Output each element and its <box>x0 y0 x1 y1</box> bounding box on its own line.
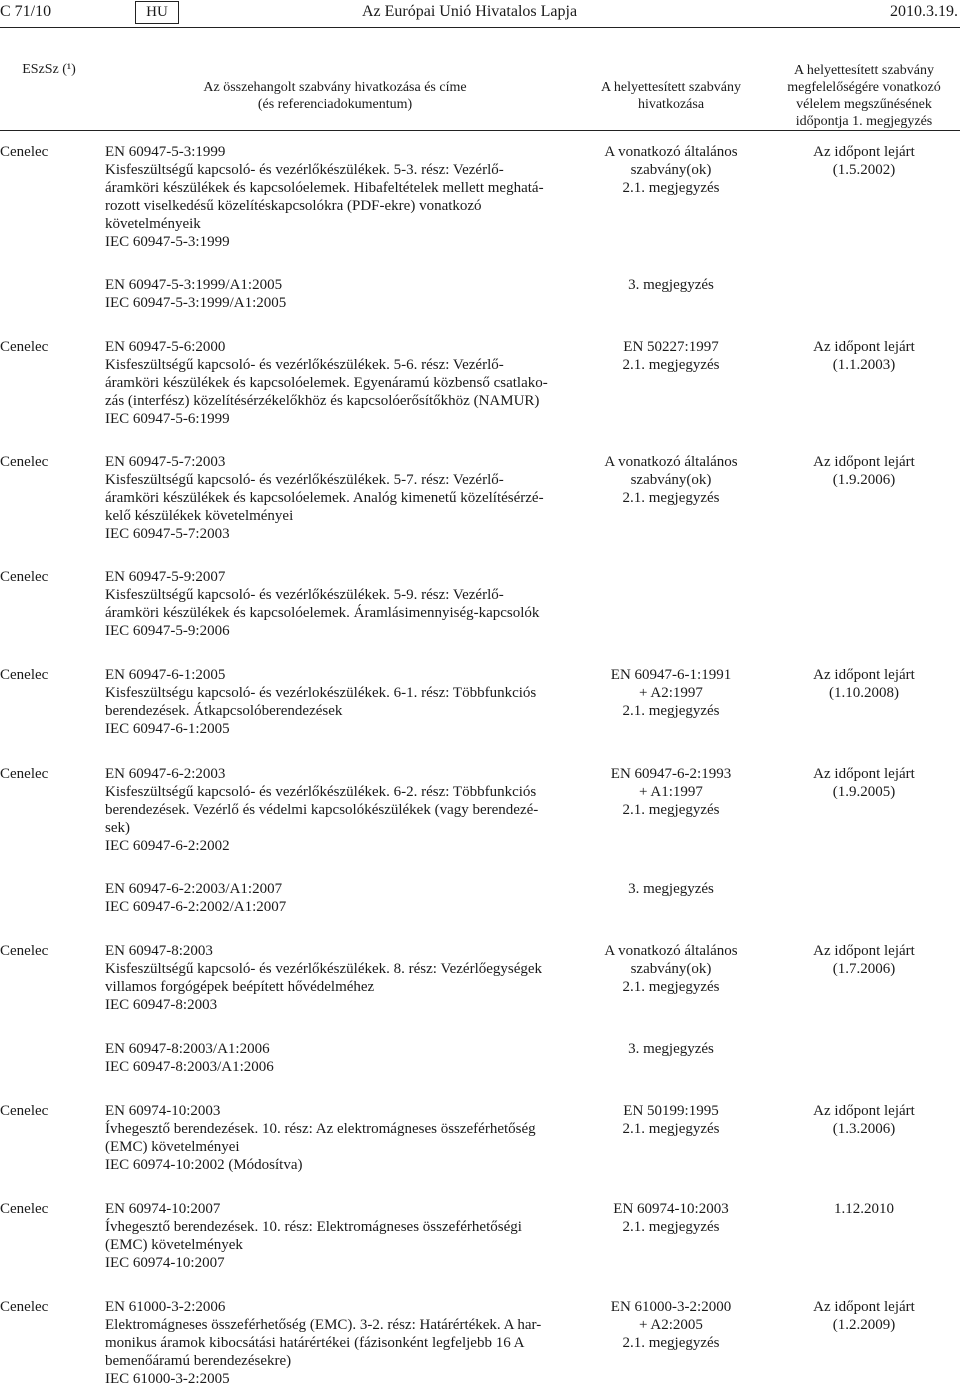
standard-cell-line: EN 60947-6-1:2005 <box>105 667 226 683</box>
standard-cell <box>105 942 555 1014</box>
organisation-cell: Cenelec <box>0 943 49 959</box>
cessation-date-cell <box>770 338 958 374</box>
standard-cell <box>105 765 555 855</box>
cessation-date-cell-line: Az időpont lejárt <box>813 1299 915 1315</box>
standard-cell-line: IEC 60947-5-7:2003 <box>105 526 230 542</box>
table-header-rule <box>0 130 960 131</box>
standard-cell <box>105 453 555 543</box>
cessation-date-cell-line: Az időpont lejárt <box>813 667 915 683</box>
superseded-cell-line: 2.1. megjegyzés <box>622 802 720 818</box>
standard-cell-line: IEC 60947-5-9:2006 <box>105 623 230 639</box>
superseded-cell <box>580 765 762 819</box>
superseded-cell-line: 2.1. megjegyzés <box>622 180 720 196</box>
standard-cell-line: Kisfeszültségű kapcsoló- és vezérlőkészülékek. 6-2. rész: Többfunkciós <box>105 784 537 800</box>
standard-cell-line: áramköri készülékek és kapcsolóelemek. Áramlásimennyiség-kapcsolók <box>105 605 540 621</box>
cessation-date-cell <box>770 1102 958 1138</box>
superseded-cell-line: 2.1. megjegyzés <box>622 979 720 995</box>
journal-header <box>0 0 960 26</box>
standard-cell-line: IEC 60974-10:2002 (Módosítva) <box>105 1157 303 1173</box>
standard-cell-line: IEC 60947-8:2003/A1:2006 <box>105 1059 274 1075</box>
superseded-cell <box>580 453 762 507</box>
journal-title: Az Európai Unió Hivatalos Lapja <box>362 3 578 20</box>
superseded-cell-line: EN 60974-10:2003 <box>613 1201 729 1217</box>
standard-cell-line: EN 60947-5-7:2003 <box>105 454 226 470</box>
standard-cell-line: Kisfeszültségű kapcsoló- és vezérlőkészülékek. 8. rész: Vezérlőegységek <box>105 961 543 977</box>
superseded-cell <box>580 1040 762 1058</box>
column-header-superseded: A helyettesített szabvány hivatkozása <box>601 80 741 112</box>
standard-cell <box>105 338 555 428</box>
standard-cell <box>105 1298 555 1388</box>
organisation-cell: Cenelec <box>0 144 49 160</box>
standard-cell-line: (EMC) követelmények <box>105 1237 243 1253</box>
standard-cell-line: EN 60947-6-2:2003/A1:2007 <box>105 881 283 897</box>
superseded-cell-line: 3. megjegyzés <box>628 1041 714 1057</box>
page-reference: C 71/10 <box>0 3 52 20</box>
cessation-date-cell-line: (1.9.2005) <box>832 784 896 800</box>
standard-cell <box>105 1040 555 1076</box>
cessation-date-cell <box>770 453 958 489</box>
superseded-cell-line: 3. megjegyzés <box>628 277 714 293</box>
superseded-cell-line: szabvány(ok) <box>630 472 712 488</box>
cessation-date-cell <box>770 1298 958 1334</box>
standard-cell-line: rozott viselkedésű közelítéskapcsolókra (PDF-ekre) vonatkozó <box>105 198 482 214</box>
superseded-cell-line: A vonatkozó általános <box>604 454 738 470</box>
standard-cell-line: követelményeik <box>105 216 201 232</box>
cessation-date-cell-line: 1.12.2010 <box>834 1201 894 1217</box>
cessation-date-cell-line: (1.3.2006) <box>832 1121 896 1137</box>
standard-cell-line: IEC 60947-5-3:1999/A1:2005 <box>105 295 287 311</box>
superseded-cell <box>580 143 762 197</box>
header-rule <box>0 27 960 28</box>
superseded-cell <box>580 1200 762 1236</box>
superseded-cell-line: 2.1. megjegyzés <box>622 357 720 373</box>
language-code-box: HU <box>135 1 179 24</box>
cessation-date-cell <box>770 942 958 978</box>
standard-cell-line: (EMC) követelményei <box>105 1139 240 1155</box>
standard-cell-line: villamos forgógépek beépített hővédelméhez <box>105 979 375 995</box>
standard-cell-line: áramköri készülékek és kapcsolóelemek. Egyenáramú közbenső csatlako- <box>105 375 548 391</box>
standard-cell-line: áramköri készülékek és kapcsolóelemek. Analóg kimenetű közelítésérzé- <box>105 490 544 506</box>
superseded-cell <box>580 1102 762 1138</box>
cessation-date-cell <box>770 666 958 702</box>
standard-cell <box>105 880 555 916</box>
standard-cell-line: EN 60947-5-3:1999/A1:2005 <box>105 277 283 293</box>
column-header-organisation: ESzSz (¹) <box>22 62 76 77</box>
standard-cell-line: IEC 60947-5-6:1999 <box>105 411 230 427</box>
superseded-cell-line: EN 60947-6-2:1993 <box>610 766 732 782</box>
standard-cell-line: áramköri készülékek és kapcsolóelemek. Hibafeltételek mellett meghatá- <box>105 180 544 196</box>
superseded-cell-line: 3. megjegyzés <box>628 881 714 897</box>
standard-cell-line: berendezések. Átkapcsolóberendezések <box>105 703 343 719</box>
column-header-standard: Az összehangolt szabvány hivatkozása és címe (és referenciadokumentum) <box>203 80 467 112</box>
standard-cell-line: Kisfeszültségű kapcsoló- és vezérlőkészülékek. 5-9. rész: Vezérlő- <box>105 587 504 603</box>
superseded-cell-line: 2.1. megjegyzés <box>622 1335 720 1351</box>
cessation-date-cell-line: Az időpont lejárt <box>813 144 915 160</box>
organisation-cell: Cenelec <box>0 766 49 782</box>
superseded-cell <box>580 338 762 374</box>
standard-cell-line: EN 60947-5-6:2000 <box>105 339 226 355</box>
standard-cell-line: IEC 60947-5-3:1999 <box>105 234 230 250</box>
cessation-date-cell-line: (1.1.2003) <box>832 357 896 373</box>
standard-cell-line: IEC 61000-3-2:2005 <box>105 1371 230 1387</box>
superseded-cell <box>580 276 762 294</box>
organisation-cell: Cenelec <box>0 1201 49 1217</box>
cessation-date-cell-line: Az időpont lejárt <box>813 339 915 355</box>
cessation-date-cell <box>770 765 958 801</box>
standard-cell-line: Kisfeszültségű kapcsoló- és vezérlőkészülékek. 5-3. rész: Vezérlő- <box>105 162 504 178</box>
standard-cell-line: bemenőáramú berendezésekre) <box>105 1353 292 1369</box>
standard-cell-line: berendezések. Vezérlő és védelmi kapcsolókészülékek (vagy berendezé- <box>105 802 539 818</box>
standard-cell-line: EN 60947-8:2003 <box>105 943 213 959</box>
standard-cell-line: IEC 60947-8:2003 <box>105 997 218 1013</box>
standard-cell <box>105 1200 555 1272</box>
standard-cell-line: sek) <box>105 820 130 836</box>
superseded-cell-line: 2.1. megjegyzés <box>622 1219 720 1235</box>
column-header-cessation-date: A helyettesített szabvány megfelelőségére vonatkozó vélelem megszűnésének időpontja 1. megjegyzés <box>787 63 941 129</box>
cessation-date-cell-line: Az időpont lejárt <box>813 766 915 782</box>
superseded-cell <box>580 666 762 720</box>
standard-cell-line: EN 61000-3-2:2006 <box>105 1299 226 1315</box>
standard-cell-line: zás (interfész) közelítésérzékelőkhöz és kapcsolóerősítőkhöz (NAMUR) <box>105 393 540 409</box>
cessation-date-cell <box>770 143 958 179</box>
superseded-cell-line: + A2:1997 <box>639 685 703 701</box>
superseded-cell-line: szabvány(ok) <box>630 162 712 178</box>
superseded-cell-line: EN 50227:1997 <box>623 339 719 355</box>
superseded-cell-line: 2.1. megjegyzés <box>622 1121 720 1137</box>
cessation-date-cell-line: (1.9.2006) <box>832 472 896 488</box>
superseded-cell <box>580 942 762 996</box>
standard-cell-line: Ívhegesztő berendezések. 10. rész: Az elektromágneses összeférhetőség <box>105 1121 536 1137</box>
standard-cell-line: EN 60947-5-3:1999 <box>105 144 226 160</box>
cessation-date-cell-line: (1.10.2008) <box>829 685 899 701</box>
organisation-cell: Cenelec <box>0 454 49 470</box>
cessation-date-cell-line: Az időpont lejárt <box>813 943 915 959</box>
standard-cell <box>105 276 555 312</box>
standard-cell-line: Ívhegesztő berendezések. 10. rész: Elektromágneses összeférhetőségi <box>105 1219 522 1235</box>
standard-cell-line: Kisfeszültségű kapcsoló- és vezérlőkészülékek. 5-7. rész: Vezérlő- <box>105 472 504 488</box>
cessation-date-cell <box>770 1200 958 1218</box>
standard-cell-line: Kisfeszültségű kapcsoló- és vezérlőkészülékek. 5-6. rész: Vezérlő- <box>105 357 504 373</box>
superseded-cell-line: + A2:2005 <box>639 1317 703 1333</box>
superseded-cell-line: A vonatkozó általános <box>604 144 738 160</box>
cessation-date-cell-line: (1.5.2002) <box>832 162 896 178</box>
standard-cell-line: EN 60947-6-2:2003 <box>105 766 226 782</box>
standard-cell-line: Elektromágneses összeférhetőség (EMC). 3-2. rész: Határértékek. A har- <box>105 1317 542 1333</box>
superseded-cell-line: EN 50199:1995 <box>623 1103 719 1119</box>
superseded-cell-line: 2.1. megjegyzés <box>622 490 720 506</box>
cessation-date-cell-line: Az időpont lejárt <box>813 1103 915 1119</box>
standard-cell-line: EN 60974-10:2007 <box>105 1201 221 1217</box>
organisation-cell: Cenelec <box>0 667 49 683</box>
cessation-date-cell-line: Az időpont lejárt <box>813 454 915 470</box>
standard-cell-line: kelő készülékek követelményei <box>105 508 294 524</box>
superseded-cell-line: + A1:1997 <box>639 784 703 800</box>
organisation-cell: Cenelec <box>0 569 49 585</box>
standard-cell <box>105 666 555 738</box>
organisation-cell: Cenelec <box>0 339 49 355</box>
standard-cell <box>105 568 555 640</box>
organisation-cell: Cenelec <box>0 1103 49 1119</box>
standard-cell-line: IEC 60974-10:2007 <box>105 1255 225 1271</box>
superseded-cell-line: A vonatkozó általános <box>604 943 738 959</box>
superseded-cell <box>580 1298 762 1352</box>
cessation-date-cell-line: (1.7.2006) <box>832 961 896 977</box>
issue-date: 2010.3.19. <box>890 3 958 20</box>
organisation-cell: Cenelec <box>0 1299 49 1315</box>
standard-cell <box>105 143 555 251</box>
superseded-cell-line: szabvány(ok) <box>630 961 712 977</box>
standard-cell-line: IEC 60947-6-2:2002 <box>105 838 230 854</box>
standard-cell <box>105 1102 555 1174</box>
standard-cell-line: IEC 60947-6-1:2005 <box>105 721 230 737</box>
superseded-cell-line: EN 61000-3-2:2000 <box>610 1299 732 1315</box>
standard-cell-line: EN 60947-5-9:2007 <box>105 569 226 585</box>
standard-cell-line: monikus áramok kibocsátási határértékei (fázisonként legfeljebb 16 A <box>105 1335 525 1351</box>
standard-cell-line: EN 60974-10:2003 <box>105 1103 221 1119</box>
superseded-cell-line: 2.1. megjegyzés <box>622 703 720 719</box>
standard-cell-line: Kisfeszültségu kapcsoló- és vezérlokészülékek. 6-1. rész: Többfunkciós <box>105 685 537 701</box>
superseded-cell <box>580 880 762 898</box>
cessation-date-cell-line: (1.2.2009) <box>832 1317 896 1333</box>
standard-cell-line: IEC 60947-6-2:2002/A1:2007 <box>105 899 287 915</box>
superseded-cell-line: EN 60947-6-1:1991 <box>610 667 732 683</box>
standard-cell-line: EN 60947-8:2003/A1:2006 <box>105 1041 270 1057</box>
